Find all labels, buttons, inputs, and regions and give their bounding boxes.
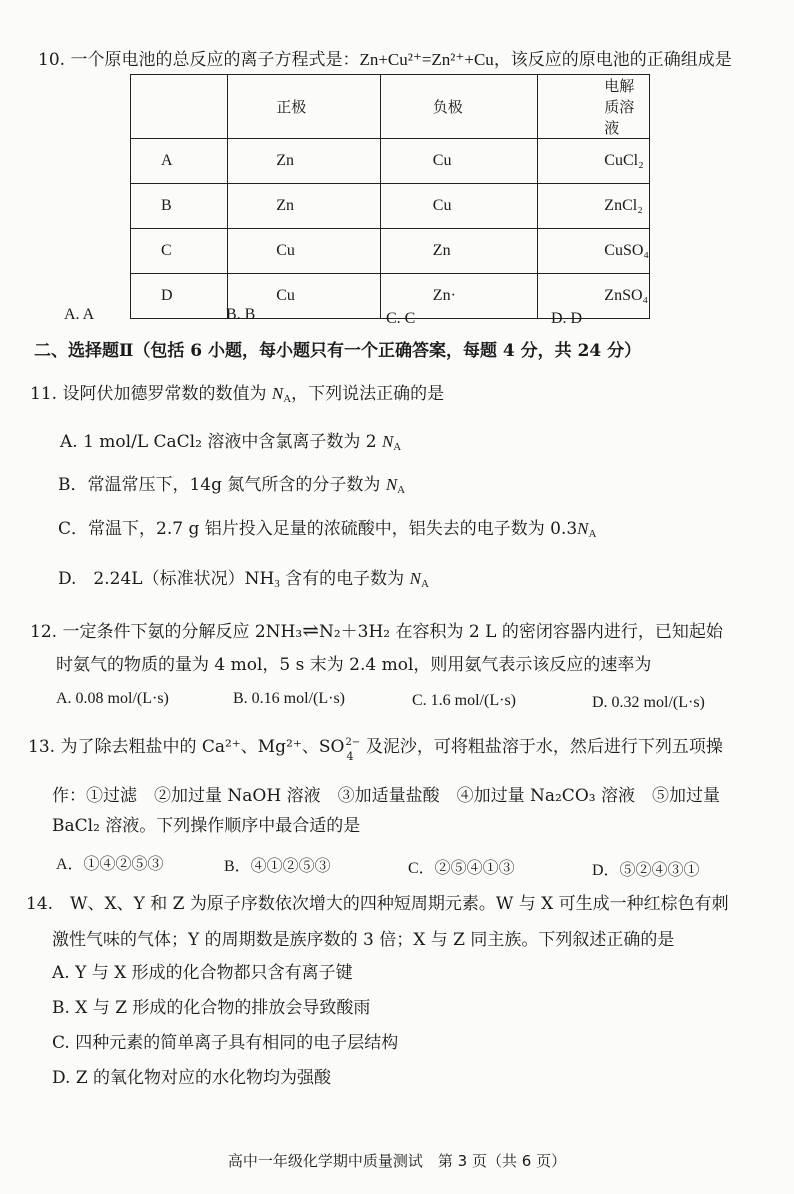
q13-line1-pre: 13. 为了除去粗盐中的 Ca²⁺、Mg²⁺、SO [28,737,345,757]
q11-option-b-text: B．常温常压下，14g 氮气所含的分子数为 [58,475,381,495]
q11-na-sub: A [420,578,429,590]
so4-charge: 2− [345,737,361,748]
q11-na-symbol: N [381,432,394,451]
table-header-cell: 电解质溶液 [538,75,650,139]
q13-option-c: C．②⑤④①③ [408,860,515,877]
q10-option-c: C. C [386,310,416,327]
table-row [131,139,650,184]
equilibrium-arrow-icon: ⇌ [302,618,319,642]
q10-option-b: B. B [226,306,256,323]
table-cell: ZnSO₄ [538,274,650,319]
q11-na-symbol: N [577,519,589,538]
table-cell: Zn [228,184,381,229]
table-cell: D [131,274,228,319]
q12-line1-pre: 12. 一定条件下氨的分解反应 2NH₃ [30,622,303,642]
table-header-row [131,75,650,139]
q13-line2: 作：①过滤 ②加过量 NaOH 溶液 ③加适量盐酸 ④加过量 Na₂CO₃ 溶液 ⑤加过量 [52,786,720,806]
table-cell: B [131,184,228,229]
q11-option-a [60,431,401,458]
q11-stem-text: 11. 设阿伏加德罗常数的数值为 [30,384,267,404]
table-header-cell: 正极 [228,75,381,139]
table-row [131,184,650,229]
q14-option-a: A. Y 与 X 形成的化合物都只含有离子键 [52,963,353,983]
q12-line1 [30,619,723,643]
table-cell: Zn· [380,274,538,319]
q13-line1 [28,736,723,763]
page-footer: 高中一年级化学期中质量测试 第 3 页（共 6 页） [227,1152,567,1170]
table-cell: A [131,139,228,184]
q11-nh3-sub: 3 [274,578,280,590]
q10-option-d: D. D [551,310,583,327]
table-cell: Cu [228,229,381,274]
q14-option-d: D. Z 的氧化物对应的水化物均为强酸 [52,1068,332,1088]
q13-line1-post: 及泥沙，可将粗盐溶于水，然后进行下列五项操 [360,737,723,757]
table-cell: CuCl₂ [538,139,650,184]
q11-na-sub: A [397,484,406,496]
q14-option-b: B. X 与 Z 形成的化合物的排放会导致酸雨 [52,998,371,1018]
q11-option-c [58,518,596,545]
q12-line1-post: N₂＋3H₂ 在容积为 2 L 的密闭容器内进行，已知起始 [318,622,723,642]
q11-na-symbol: N [385,475,398,494]
q10-stem-suffix: ，该反应的原电池的正确组成是 [493,50,732,70]
q11-na-symbol: N [409,569,421,588]
q11-option-c-text: C．常温下，2.7 g 铝片投入足量的浓硫酸中，铝失去的电子数为 0.3 [58,519,578,539]
so4-subscript: 4 [346,750,354,763]
q13-option-b: B．④①②⑤③ [224,858,331,875]
so4-indices [344,736,361,763]
q13-option-d: D．⑤②④③① [592,862,700,879]
table-cell: Cu [380,184,538,229]
q12-line2: 时氨气的物质的量为 4 mol，5 s 末为 2.4 mol，则用氨气表示该反应的速率为 [56,655,652,675]
q11-option-d-text: D. 2.24L（标准状况）NH [58,569,275,589]
q14-option-c: C. 四种元素的简单离子具有相同的电子层结构 [52,1033,399,1053]
q10-equation: Zn+Cu²⁺=Zn²⁺+Cu [359,50,494,69]
q12-option-c: C. 1.6 mol/(L·s) [412,692,516,709]
q10-table [130,74,650,319]
table-cell: CuSO₄ [538,229,650,274]
q11-na-sub: A [283,393,292,405]
q11-option-d [58,568,429,595]
q11-option-d-tail: 含有的电子数为 [279,569,405,589]
q11-stem-tail: ，下列说法正确的是 [291,384,445,404]
section-heading: 二、选择题Ⅱ（包括 6 小题，每小题只有一个正确答案，每题 4 分，共 24 分） [34,341,642,361]
table-cell: C [131,229,228,274]
table-cell: Zn [228,139,381,184]
table-header-cell: 负极 [380,75,538,139]
q10-stem [38,49,732,71]
q13-line3: BaCl₂ 溶液。下列操作顺序中最合适的是 [52,816,361,836]
table-cell: ZnCl₂ [538,184,650,229]
q11-na-sub: A [393,441,402,453]
table-cell: Zn [380,229,538,274]
q12-option-b: B. 0.16 mol/(L·s) [233,690,345,707]
table-cell: Cu [380,139,538,184]
q14-line2: 激性气味的气体；Y 的周期数是族序数的 3 倍；X 与 Z 同主族。下列叙述正确的是 [52,930,675,950]
q11-option-a-text: A. 1 mol/L CaCl₂ 溶液中含氯离子数为 2 [60,432,377,452]
table-cell: Cu [228,274,381,319]
q11-option-b [58,474,405,501]
q11-na-sub: A [588,528,597,540]
q14-line1: 14. W、X、Y 和 Z 为原子序数依次增大的四种短周期元素。W 与 X 可生成一种红棕色有刺 [26,894,729,914]
table-header-cell [131,75,228,139]
q12-option-d: D. 0.32 mol/(L·s) [592,694,705,711]
q10-option-a: A. A [64,306,95,323]
table-row [131,229,650,274]
q10-stem-prefix: 10. 一个原电池的总反应的离子方程式是： [38,50,360,70]
q13-option-a: A．①④②⑤③ [56,856,164,873]
q11-na-symbol: N [271,384,284,403]
q12-option-a: A. 0.08 mol/(L·s) [56,690,169,707]
q11-stem [30,383,444,410]
